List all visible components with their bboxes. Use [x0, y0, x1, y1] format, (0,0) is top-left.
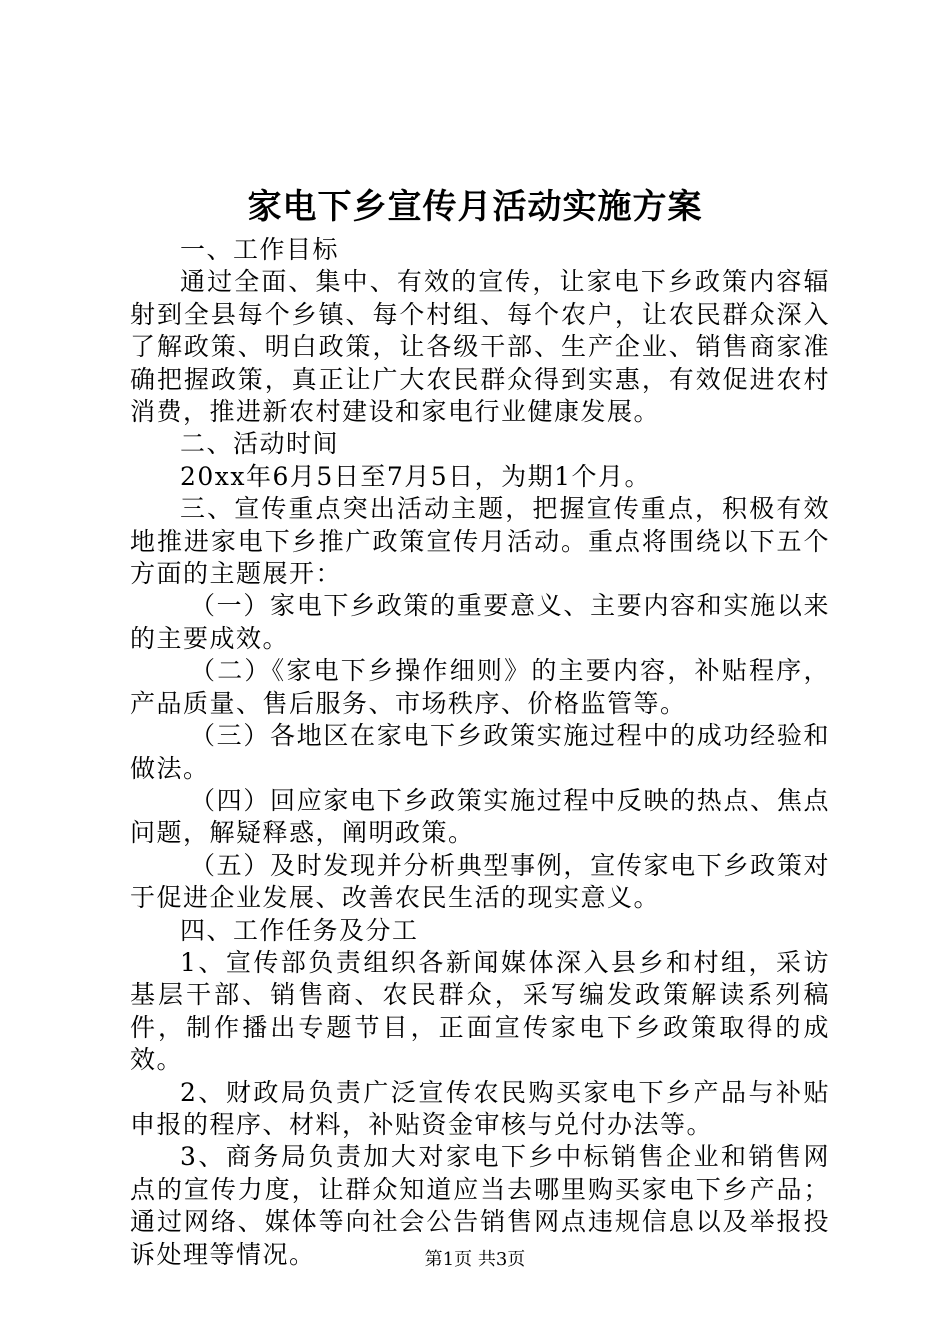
paragraph-goal: 通过全面、集中、有效的宣传，让家电下乡政策内容辐射到全县每个乡镇、每个村组、每个农户，让农民群众深入了解政策、明白政策，让各级干部、生产企业、销售商家准确把握政策，真正让广大农民群众得到实惠，有效促进农村消费，推进新农村建设和家电行业健康发展。: [130, 267, 830, 427]
list-item-task-1: 1、宣传部负责组织各新闻媒体深入县乡和村组，采访基层干部、销售商、农民群众，采写编发政策解读系列稿件，制作播出专题节目，正面宣传家电下乡政策取得的成效。: [130, 947, 830, 1075]
list-item-focus-4: （四）回应家电下乡政策实施过程中反映的热点、焦点问题，解疑释惑，阐明政策。: [130, 785, 830, 848]
list-item-task-2: 2、财政局负责广泛宣传农民购买家电下乡产品与补贴申报的程序、材料，补贴资金审核与兑付办法等。: [130, 1077, 830, 1139]
list-item-focus-2: （二）《家电下乡操作细则》的主要内容，补贴程序，产品质量、售后服务、市场秩序、价格监管等。: [130, 656, 830, 718]
section-heading-goal: 一、工作目标: [180, 235, 340, 264]
section-heading-time: 二、活动时间: [180, 429, 340, 459]
paragraph-focus: 三、宣传重点突出活动主题，把握宣传重点，积极有效地推进家电下乡推广政策宣传月活动。重点将围绕以下五个方面的主题展开：: [130, 494, 830, 589]
paragraph-time: 20xx年6月5日至7月5日，为期1个月。: [180, 461, 652, 491]
section-heading-tasks: 四、工作任务及分工: [180, 915, 419, 945]
list-item-task-3: 3、商务局负责加大对家电下乡中标销售企业和销售网点的宣传力度，让群众知道应当去哪里购买家电下乡产品；通过网络、媒体等向社会公告销售网点违规信息以及举报投诉处理等情况。: [130, 1142, 830, 1269]
page-footer: 第1页 共3页: [424, 1249, 526, 1270]
list-item-focus-5: （五）及时发现并分析典型事例，宣传家电下乡政策对于促进企业发展、改善农民生活的现实意义。: [130, 850, 830, 913]
document-title: 家电下乡宣传月活动实施方案: [247, 187, 703, 227]
list-item-focus-1: （一）家电下乡政策的重要意义、主要内容和实施以来的主要成效。: [130, 591, 830, 653]
list-item-focus-3: （三）各地区在家电下乡政策实施过程中的成功经验和做法。: [130, 721, 830, 783]
document-body: [130, 234, 830, 1271]
